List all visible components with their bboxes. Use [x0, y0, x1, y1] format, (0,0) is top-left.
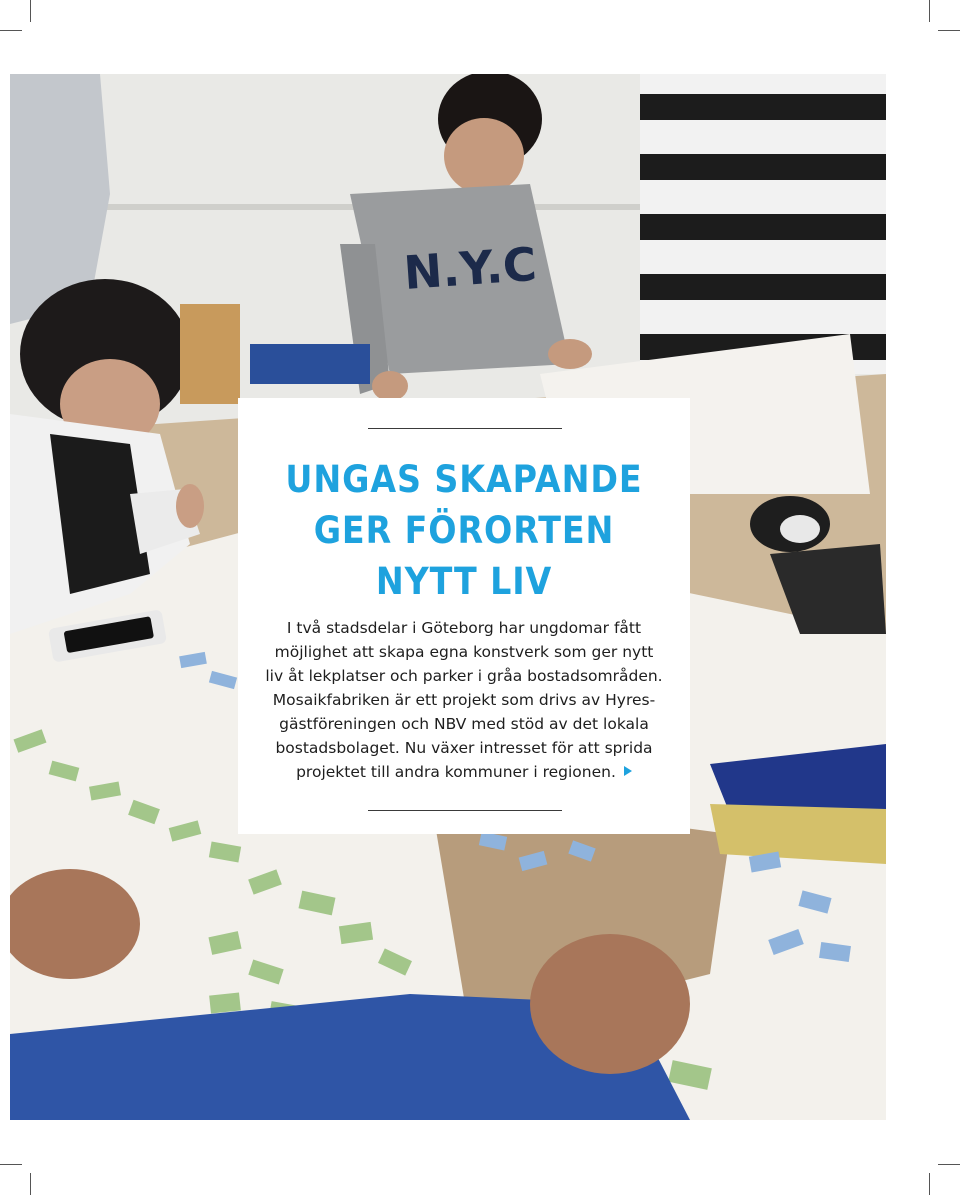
headline-line: GER FÖRORTEN: [313, 509, 615, 552]
intro-line: liv åt lekplatser och parker i gråa bostadsområden.: [265, 667, 663, 685]
intro-line: Mosaikfabriken är ett projekt som drivs av Hyres-: [272, 691, 656, 709]
crop-mark: [929, 1173, 930, 1195]
headline-line: UNGAS SKAPANDE: [285, 458, 643, 501]
crop-mark: [929, 0, 930, 22]
article-headline: [261, 454, 668, 607]
article-intro: [252, 616, 676, 784]
nyc-shirt-print: N.Y.C: [402, 236, 539, 300]
article-panel: [238, 398, 690, 834]
intro-line-last: [252, 760, 676, 784]
crop-mark: [0, 30, 22, 31]
crop-mark: [0, 1164, 22, 1165]
bottom-divider: [368, 810, 562, 811]
crop-mark: [938, 1164, 960, 1165]
intro-line: möjlighet att skapa egna konstverk som ger nytt: [274, 643, 654, 661]
top-divider: [368, 428, 562, 429]
intro-line: projektet till andra kommuner i regionen.: [296, 763, 616, 781]
intro-line: bostadsbolaget. Nu växer intresset för att sprida: [275, 739, 653, 757]
intro-line: gästföreningen och NBV med stöd av det lokala: [279, 715, 649, 733]
crop-mark: [938, 30, 960, 31]
triangle-right-icon: [624, 766, 632, 776]
headline-line: NYTT LIV: [375, 560, 553, 603]
crop-mark: [30, 0, 31, 22]
crop-mark: [30, 1173, 31, 1195]
intro-line: I två stadsdelar i Göteborg har ungdomar fått: [286, 619, 642, 637]
